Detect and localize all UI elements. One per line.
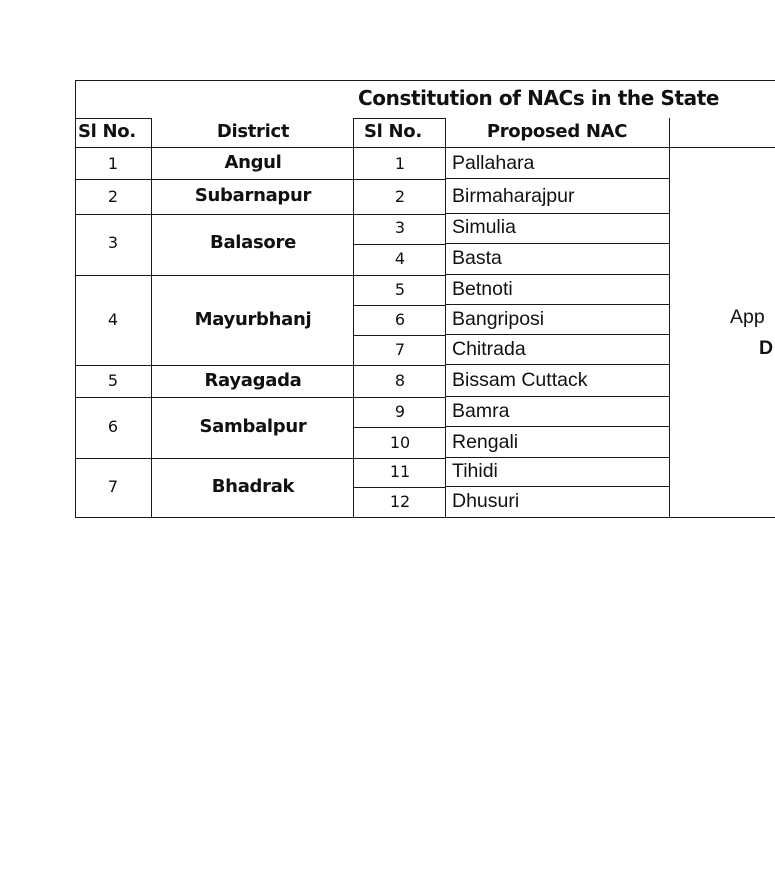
nac-name-10: Rengali xyxy=(452,431,519,453)
district-name-5: Rayagada xyxy=(204,370,302,391)
header-proposed-nac: Proposed NAC xyxy=(486,121,628,142)
table-bottom-border xyxy=(75,517,775,518)
nac-line-3 xyxy=(445,243,669,244)
divider-nac-right xyxy=(669,118,670,518)
nac-sl-12: 12 xyxy=(389,492,411,511)
district-sl-7: 7 xyxy=(107,477,119,496)
nac-line-11 xyxy=(445,486,669,487)
clipped-right-text-2: D xyxy=(759,337,774,359)
district-sl-4: 4 xyxy=(107,310,119,329)
district-name-3: Balasore xyxy=(210,232,296,253)
nac-name-3: Simulia xyxy=(452,216,516,238)
sub-row-line-5-6 xyxy=(353,305,446,306)
nac-name-12: Dhusuri xyxy=(452,490,520,512)
nac-sl-4: 4 xyxy=(394,249,406,268)
sub-row-line-6-7 xyxy=(353,335,446,336)
nac-name-9: Bamra xyxy=(452,400,510,422)
nac-name-1: Pallahara xyxy=(452,152,535,174)
district-row-line-1 xyxy=(75,179,446,180)
nac-line-8 xyxy=(445,396,669,397)
sub-row-line-11-12 xyxy=(353,487,446,488)
nac-name-5: Betnoti xyxy=(452,278,513,300)
nac-name-4: Basta xyxy=(452,247,502,269)
header-sl-no-left: Sl No. xyxy=(78,121,136,142)
district-name-7: Bhadrak xyxy=(211,476,295,497)
header-sl-no-right: Sl No. xyxy=(364,121,422,142)
district-row-line-4 xyxy=(75,365,446,366)
district-sl-3: 3 xyxy=(107,233,119,252)
nac-line-9 xyxy=(445,426,669,427)
header-top-left xyxy=(75,118,152,119)
nac-sl-5: 5 xyxy=(394,280,406,299)
district-name-4: Mayurbhanj xyxy=(194,309,312,330)
nac-name-6: Bangriposi xyxy=(452,308,545,330)
nac-sl-9: 9 xyxy=(394,402,406,421)
nac-sl-6: 6 xyxy=(394,310,406,329)
district-row-line-3 xyxy=(75,275,446,276)
nac-name-8: Bissam Cuttack xyxy=(452,369,588,391)
district-sl-1: 1 xyxy=(107,154,119,173)
sub-row-line-9-10 xyxy=(353,427,446,428)
nac-sl-1: 1 xyxy=(394,154,406,173)
nac-name-7: Chitrada xyxy=(452,338,526,360)
nac-line-10 xyxy=(445,457,669,458)
district-row-line-2 xyxy=(75,214,446,215)
header-top-mid xyxy=(353,118,446,119)
header-district: District xyxy=(216,121,290,142)
nac-line-7 xyxy=(445,364,669,365)
district-sl-5: 5 xyxy=(107,371,119,390)
header-separator xyxy=(75,147,775,148)
district-name-6: Sambalpur xyxy=(199,416,307,437)
district-sl-2: 2 xyxy=(107,187,119,206)
table-left-border xyxy=(75,80,76,518)
table-title: Constitution of NACs in the State xyxy=(358,86,720,110)
district-sl-6: 6 xyxy=(107,417,119,436)
nac-name-11: Tihidi xyxy=(452,460,498,482)
clipped-right-text-1: App xyxy=(730,306,765,328)
nac-line-1 xyxy=(445,178,669,179)
nac-line-4 xyxy=(445,274,669,275)
nac-sl-8: 8 xyxy=(394,371,406,390)
sub-row-line-3-4 xyxy=(353,244,446,245)
nac-sl-3: 3 xyxy=(394,218,406,237)
nac-line-5 xyxy=(445,304,669,305)
nac-sl-2: 2 xyxy=(394,187,406,206)
nac-line-6 xyxy=(445,334,669,335)
district-row-line-5 xyxy=(75,397,446,398)
nac-line-2 xyxy=(445,213,669,214)
district-row-line-6 xyxy=(75,458,446,459)
district-name-2: Subarnapur xyxy=(194,185,312,206)
nac-sl-10: 10 xyxy=(389,433,411,452)
nac-sl-11: 11 xyxy=(389,462,411,481)
nac-sl-7: 7 xyxy=(394,340,406,359)
district-name-1: Angul xyxy=(224,152,282,173)
nac-table xyxy=(75,80,775,518)
nac-name-2: Birmaharajpur xyxy=(452,185,575,207)
table-top-border xyxy=(75,80,775,81)
